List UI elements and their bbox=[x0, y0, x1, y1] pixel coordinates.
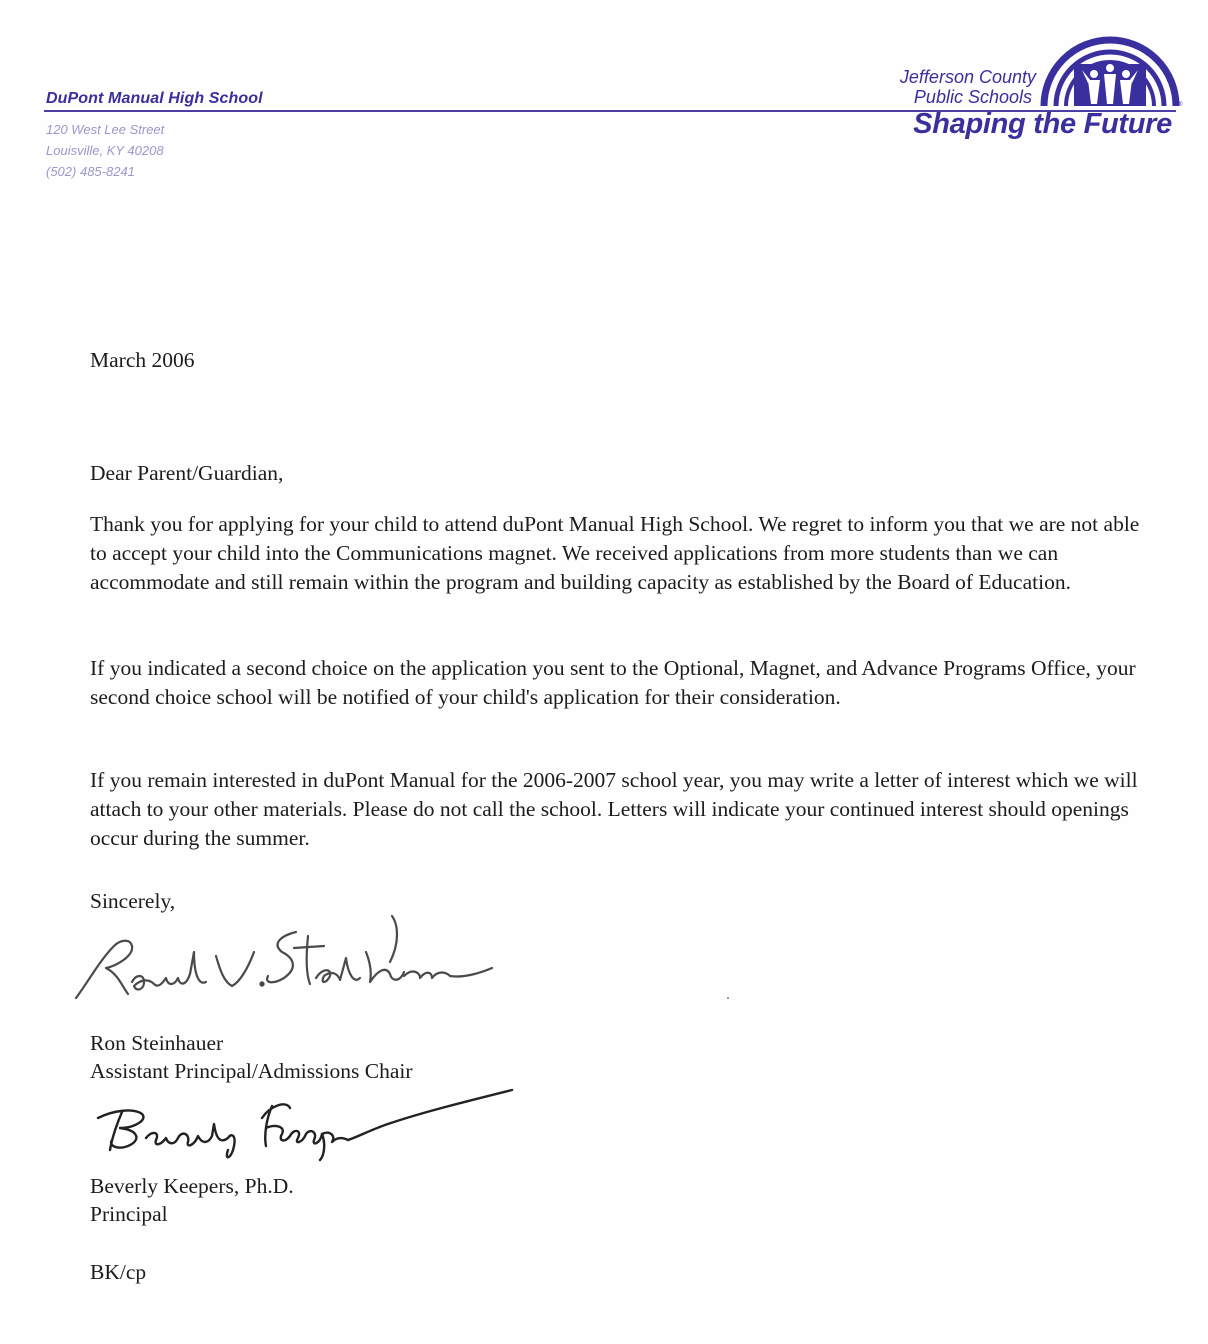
district-name-line2: Public Schools bbox=[913, 87, 1032, 107]
svg-text:®: ® bbox=[1178, 102, 1183, 108]
signature-steinhauer-icon bbox=[70, 912, 500, 1012]
signatory-2-name: Beverly Keepers, Ph.D. bbox=[90, 1174, 294, 1198]
district-name-line1: Jefferson County bbox=[899, 67, 1036, 87]
address-street: 120 West Lee Street bbox=[46, 122, 165, 137]
school-name: DuPont Manual High School bbox=[46, 90, 263, 107]
address-phone: (502) 485-8241 bbox=[46, 164, 135, 179]
scan-speck bbox=[727, 997, 729, 999]
signatory-2-title: Principal bbox=[90, 1202, 168, 1226]
paragraph-1: Thank you for applying for your child to attend duPont Manual High School. We regret to inform you that we are not able to accept your child into the Communications magnet. We received applications from more students than we can accommodate and still remain within the program and building capacity as established by the Board of Education. bbox=[90, 512, 1140, 594]
jcps-logo-icon bbox=[1036, 34, 1184, 108]
paragraph-3: If you remain interested in duPont Manual for the 2006-2007 school year, you may write a letter of interest which we will attach to your other materials. Please do not call the school. Letters will indicate your continued interest should openings occur during the summer. bbox=[90, 768, 1138, 850]
typist-initials: BK/cp bbox=[90, 1260, 147, 1284]
address-city: Louisville, KY 40208 bbox=[46, 143, 164, 158]
district-tagline: Shaping the Future bbox=[913, 108, 1172, 140]
closing: Sincerely, bbox=[90, 889, 176, 913]
signatory-1-name: Ron Steinhauer bbox=[90, 1031, 224, 1055]
letter-date: March 2006 bbox=[90, 348, 195, 372]
signature-keepers-icon bbox=[94, 1088, 524, 1168]
signatory-1-title: Assistant Principal/Admissions Chair bbox=[90, 1059, 413, 1083]
paragraph-2: If you indicated a second choice on the application you sent to the Optional, Magnet, and Advance Programs Office, your second choice school will be notified of your child's application for their consideration. bbox=[90, 656, 1136, 709]
salutation: Dear Parent/Guardian, bbox=[90, 461, 284, 485]
